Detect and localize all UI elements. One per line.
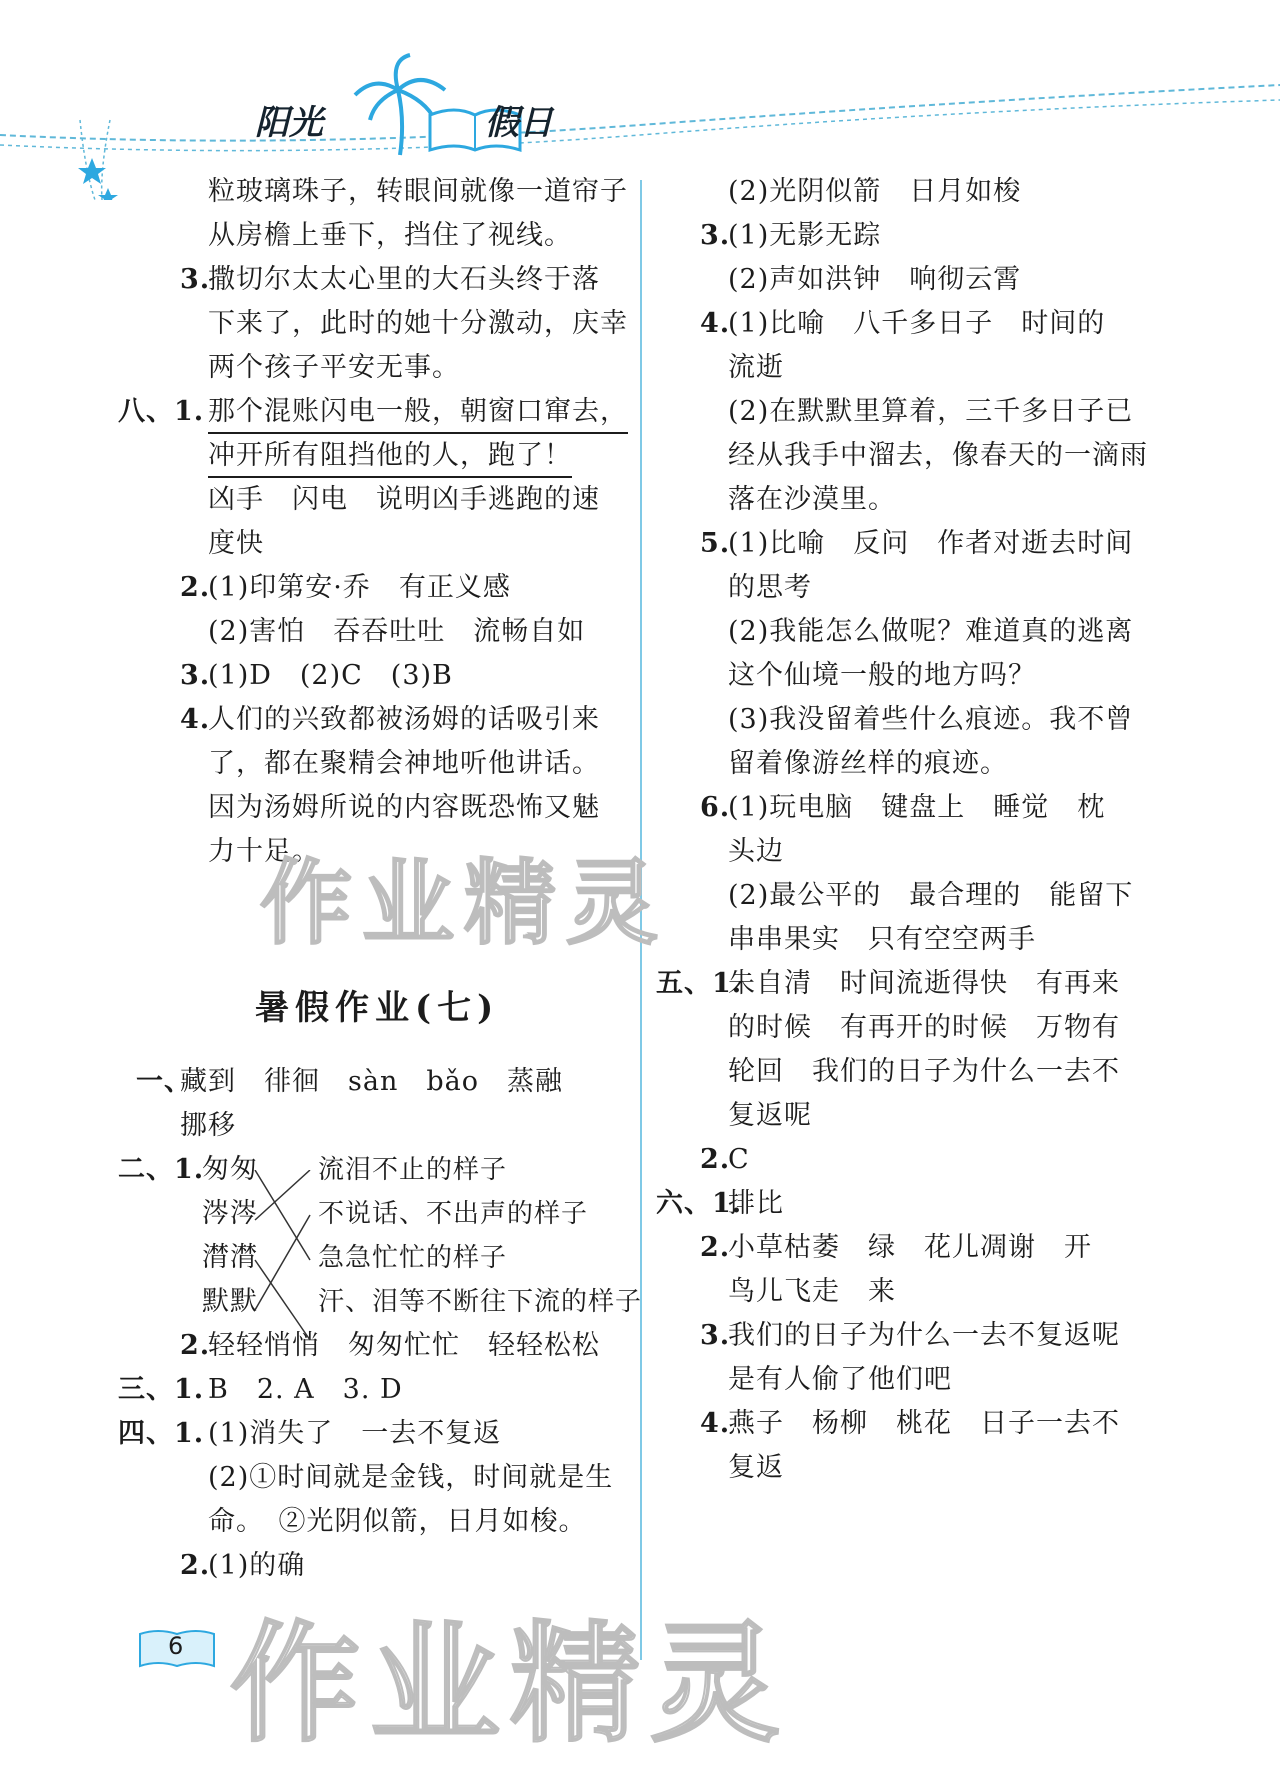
text-line: 下来了，此时的她十分激动，庆幸 (208, 308, 628, 339)
match-right-item: 不说话、不出声的样子 (318, 1199, 589, 1229)
item-label: 三、1. (118, 1374, 205, 1405)
item-label: 3. (700, 220, 731, 251)
text-line: 我们的日子为什么一去不复返呢 (728, 1320, 1120, 1351)
item-label: 3. (180, 264, 211, 295)
item-label: 4. (180, 704, 211, 735)
text-line: 挪移 (180, 1110, 236, 1141)
item-label: 一、 (136, 1066, 192, 1097)
match-left-item: 默默 (202, 1286, 258, 1317)
text-line: (3)我没留着些什么痕迹。我不曾 (728, 704, 1134, 735)
text-line: B 2. A 3. D (208, 1374, 403, 1405)
matching-lines (250, 1170, 320, 1350)
text-line: (1)消失了 一去不复返 (208, 1418, 502, 1449)
text-line: 小草枯萎 绿 花儿凋谢 开 (728, 1232, 1092, 1263)
item-label: 4. (700, 308, 731, 339)
text-line: 复返 (728, 1452, 784, 1483)
item-label: 2. (180, 572, 211, 603)
item-label: 2. (700, 1144, 731, 1175)
item-label: 5. (700, 528, 731, 559)
item-label: 2. (700, 1232, 731, 1263)
text-line: (1)玩电脑 键盘上 睡觉 枕 (728, 792, 1106, 823)
text-line: (2)声如洪钟 响彻云霄 (728, 264, 1022, 295)
text-line: 轮回 我们的日子为什么一去不 (728, 1056, 1120, 1087)
text-line: 了，都在聚精会神地听他讲话。 (208, 748, 600, 779)
item-label: 六、1. (656, 1188, 743, 1219)
text-line: 鸟儿飞走 来 (728, 1276, 896, 1307)
text-line: 的思考 (728, 572, 812, 603)
text-line: 藏到 徘徊 sàn bǎo 蒸融 (180, 1066, 563, 1097)
text-line: (2)最公平的 最合理的 能留下 (728, 880, 1134, 911)
match-left-item: 潸潸 (202, 1242, 258, 1273)
page-number-text: 6 (168, 1632, 184, 1660)
header-decoration (0, 0, 1280, 200)
text-line: (2)在默默里算着，三千多日子已 (728, 396, 1134, 427)
text-line: 这个仙境一般的地方吗？ (728, 660, 1036, 691)
text-line: 因为汤姆所说的内容既恐怖又魅 (208, 792, 600, 823)
text-line: 的时候 有再开的时候 万物有 (728, 1012, 1120, 1043)
text-line: 留着像游丝样的痕迹。 (728, 748, 1008, 779)
item-label: 五、1. (656, 968, 743, 999)
text-line: 从房檐上垂下，挡住了视线。 (208, 220, 572, 251)
match-right-item: 汗、泪等不断往下流的样子 (318, 1287, 643, 1317)
text-line: 是有人偷了他们吧 (728, 1364, 952, 1395)
text-line: 轻轻悄悄 匆匆忙忙 轻轻松松 (208, 1330, 600, 1361)
item-label: 6. (700, 792, 731, 823)
page-number (138, 1628, 216, 1672)
text-line: 经从我手中溜去，像春天的一滴雨 (728, 440, 1148, 471)
logo-text-right: 假日 (485, 103, 553, 143)
match-right-item: 流泪不止的样子 (318, 1155, 508, 1185)
text-line: 流逝 (728, 352, 784, 383)
section-title: 暑假作业(七) (255, 988, 500, 1028)
logo-text-left: 阳光 (255, 103, 323, 143)
text-line: 复返呢 (728, 1100, 812, 1131)
text-line-underlined: 那个混账闪电一般，朝窗口窜去， (208, 390, 628, 434)
text-line: (1)比喻 反问 作者对逝去时间 (728, 528, 1134, 559)
item-label: 2. (180, 1550, 211, 1581)
item-label: 4. (700, 1408, 731, 1439)
text-line: (2)光阴似箭 日月如梭 (728, 176, 1022, 207)
text-line: 凶手 闪电 说明凶手逃跑的速 (208, 484, 600, 515)
text-line: 头边 (728, 836, 784, 867)
text-line: 撒切尔太太心里的大石头终于落 (208, 264, 600, 295)
item-label: 二、1. (118, 1154, 205, 1185)
item-label: 3. (700, 1320, 731, 1351)
text-line: (1)D (2)C (3)B (208, 660, 453, 691)
text-line: (1)印第安·乔 有正义感 (208, 572, 511, 603)
text-line: (1)无影无踪 (728, 220, 882, 251)
item-label: 2. (180, 1330, 211, 1361)
text-line: 命。 ②光阴似箭，日月如梭。 (208, 1506, 587, 1537)
text-line: 燕子 杨柳 桃花 日子一去不 (728, 1408, 1120, 1439)
text-line: 度快 (208, 528, 264, 559)
text-line: (2)①时间就是金钱，时间就是生 (208, 1462, 614, 1493)
text-line: (2)害怕 吞吞吐吐 流畅自如 (208, 616, 586, 647)
item-label: 四、1. (118, 1418, 205, 1449)
text-line: 力十足。 (208, 836, 320, 867)
text-line: 落在沙漠里。 (728, 484, 896, 515)
text-line: C (728, 1144, 750, 1175)
text-line: 两个孩子平安无事。 (208, 352, 460, 383)
watermark: 作业精灵 (260, 850, 669, 957)
text-line: 粒玻璃珠子，转眼间就像一道帘子 (208, 176, 628, 207)
text-line-underlined: 冲开所有阻挡他的人，跑了！ (208, 434, 572, 478)
text-line: 人们的兴致都被汤姆的话吸引来 (208, 704, 600, 735)
match-left-item: 匆匆 (202, 1154, 258, 1185)
item-label: 3. (180, 660, 211, 691)
text-line: 排比 (728, 1188, 784, 1219)
item-label: 八、1. (118, 396, 205, 427)
text-line: 朱自清 时间流逝得快 有再来 (728, 968, 1120, 999)
page-header (0, 0, 1280, 200)
match-right-item: 急急忙忙的样子 (318, 1243, 508, 1273)
text-line: (2)我能怎么做呢？难道真的逃离 (728, 616, 1134, 647)
text-line: (1)比喻 八千多日子 时间的 (728, 308, 1106, 339)
text-line: (1)的确 (208, 1550, 306, 1581)
watermark: 作业精灵 (230, 1608, 791, 1760)
text-line: 串串果实 只有空空两手 (728, 924, 1036, 955)
match-left-item: 涔涔 (202, 1198, 258, 1229)
